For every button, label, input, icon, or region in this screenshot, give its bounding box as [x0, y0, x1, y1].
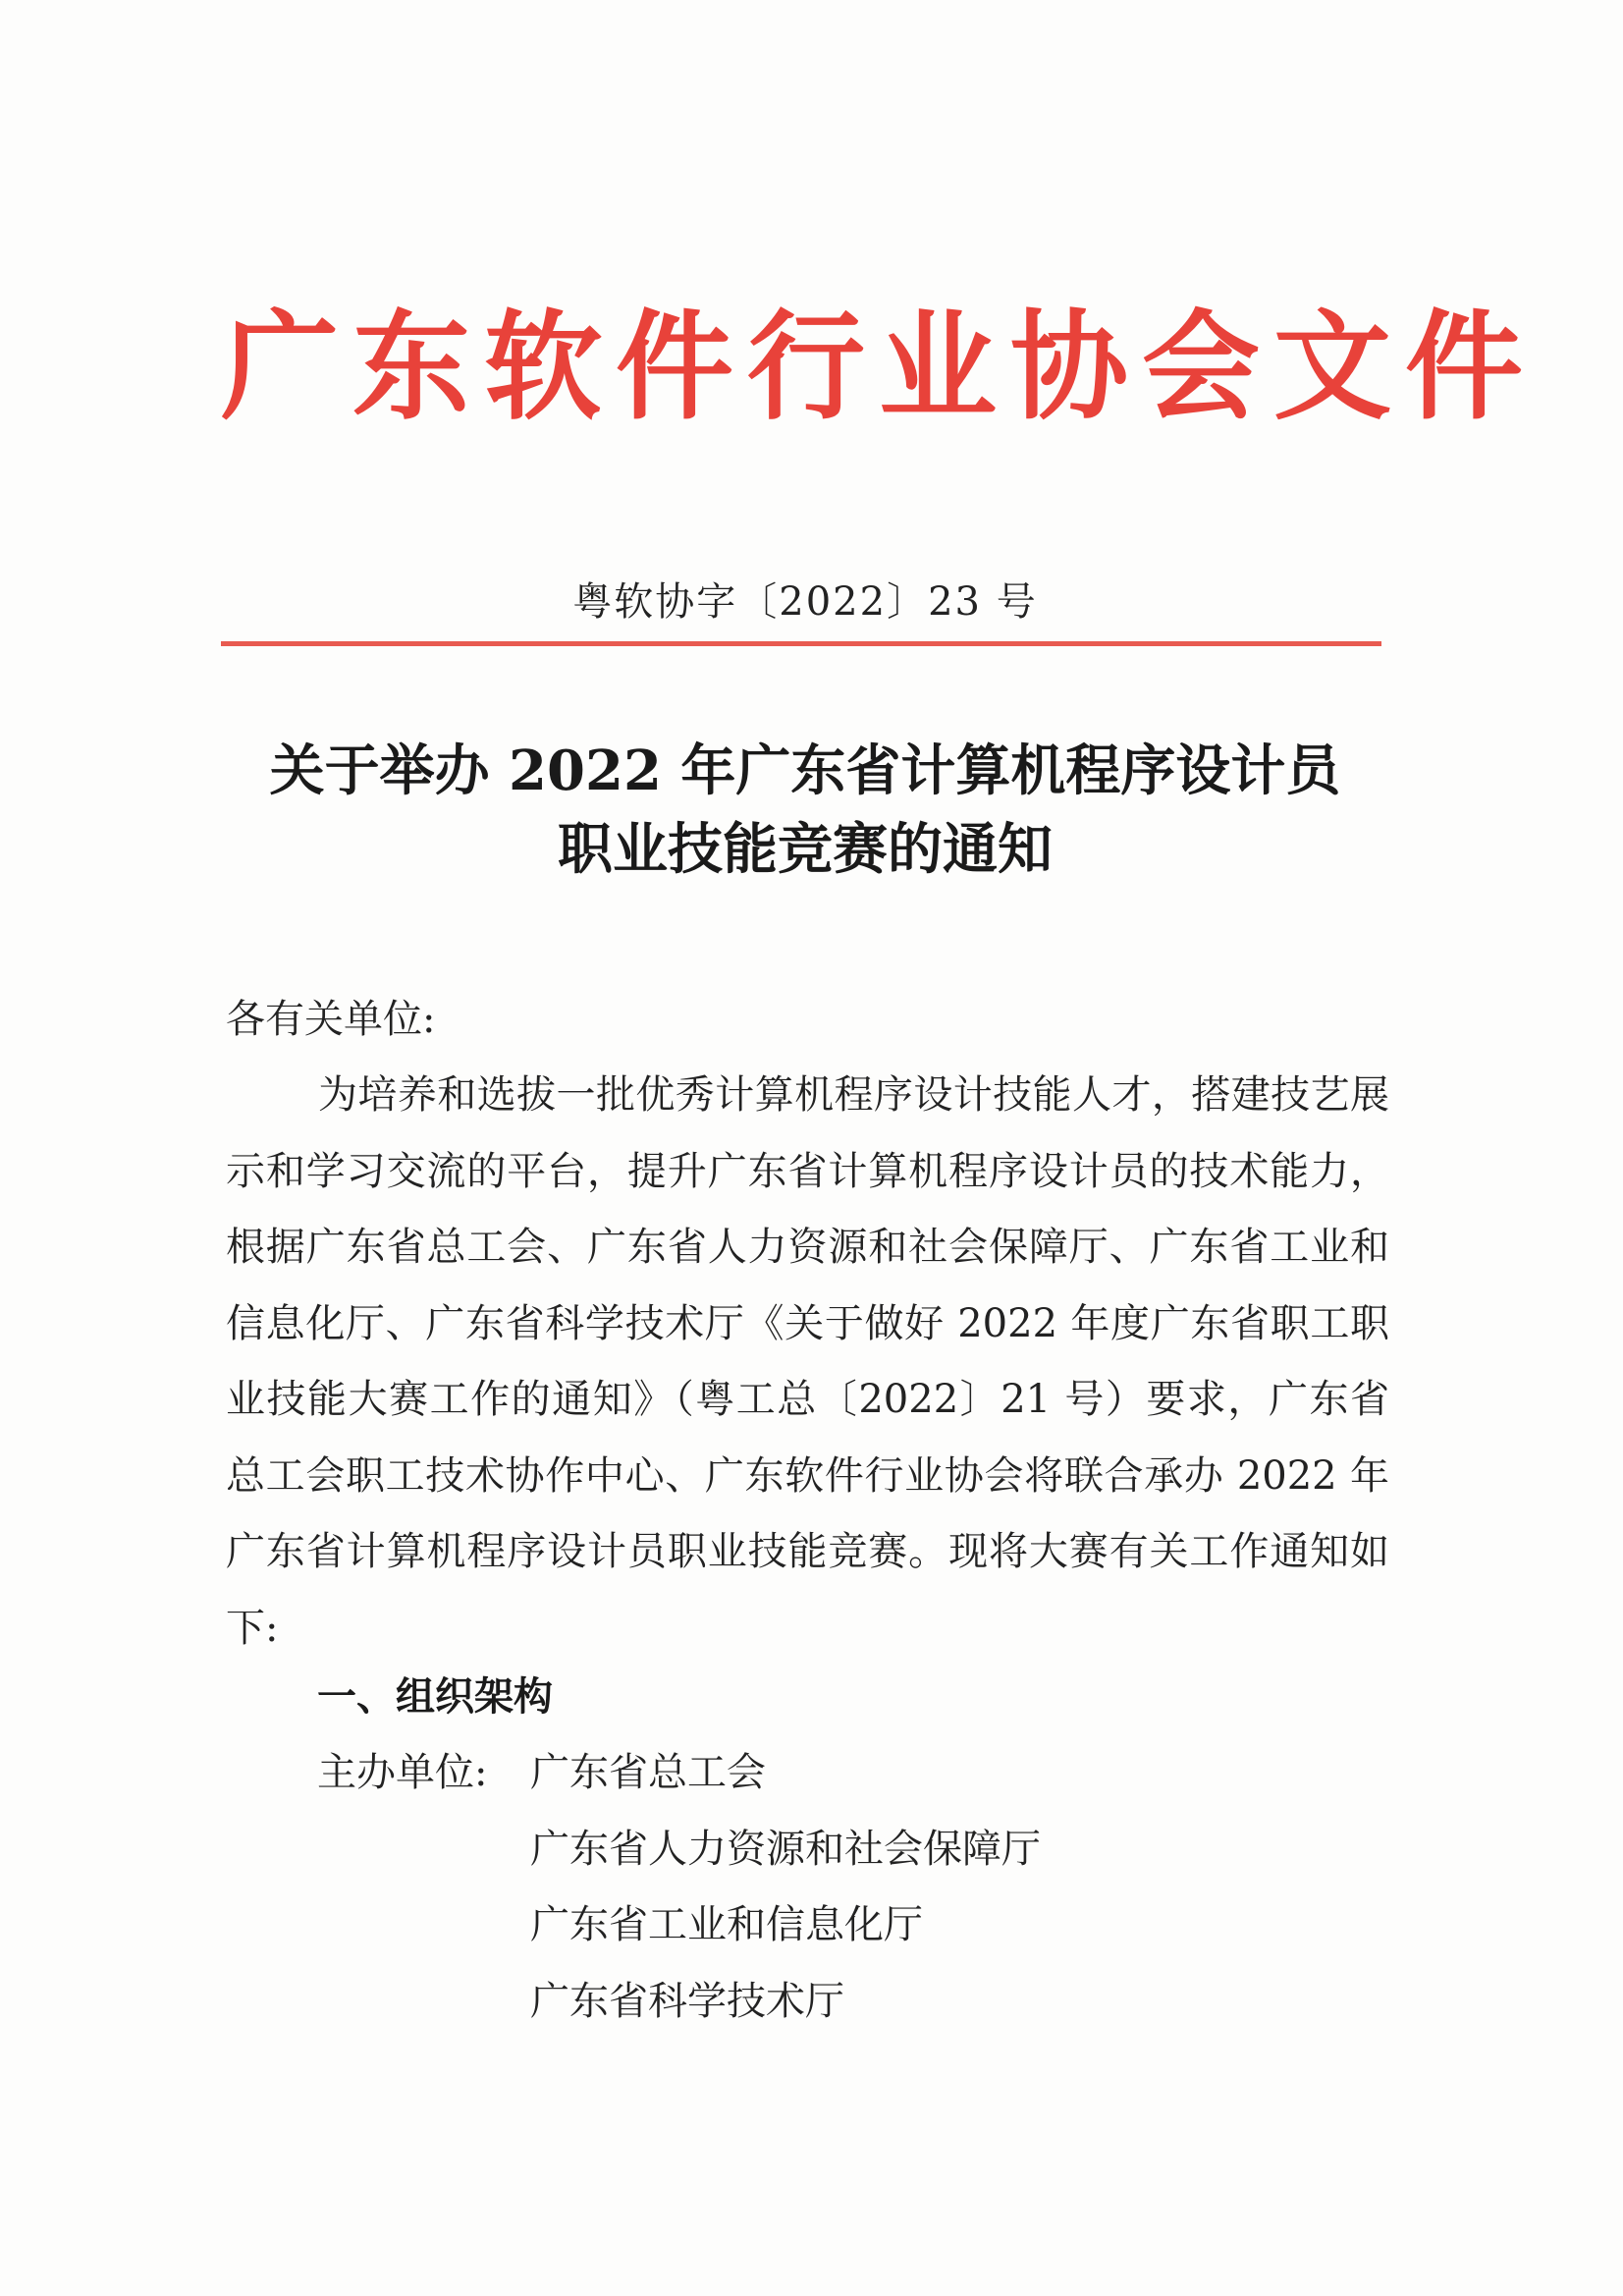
- section-heading-organization: 一、组织架构: [317, 1674, 553, 1720]
- org-header-title: 广东软件行业协会文件: [221, 300, 1537, 436]
- notice-title-line-1: 关于举办 2022 年广东省计算机程序设计员: [269, 738, 1341, 803]
- document-number: 粤软协字〔2022〕23 号: [572, 579, 1038, 625]
- notice-title: [221, 732, 1389, 889]
- host-item: 广东省科学技术厅: [530, 1978, 844, 2024]
- host-item: 广东省人力资源和社会保障厅: [530, 1826, 1041, 1872]
- host-list: [530, 1735, 1041, 2040]
- red-divider-line: [221, 641, 1381, 646]
- notice-title-line-2: 职业技能竞赛的通知: [558, 817, 1053, 882]
- host-item: 广东省工业和信息化厅: [530, 1902, 923, 1947]
- salutation: 各有关单位:: [226, 997, 436, 1042]
- host-label: 主办单位:: [317, 1750, 488, 1795]
- intro-paragraph: 为培养和选拔一批优秀计算机程序设计技能人才，搭建技艺展示和学习交流的平台，提升广东省计算机程序设计员的技术能力，根据广东省总工会、广东省人力资源和社会保障厅、广东省工业和信息化厅、广东省科学技术厅《关于做好 2022 年度广东省职工职业技能大赛工作的通知》（粤工总〔2022〕21 号）要求，广东省总工会职工技术协作中心、广东软件行业协会将联合承办 2022 年广东省计算机程序设计员职业技能竞赛。现将大赛有关工作通知如下:: [226, 1072, 1389, 1651]
- host-item: 广东省总工会: [530, 1750, 766, 1795]
